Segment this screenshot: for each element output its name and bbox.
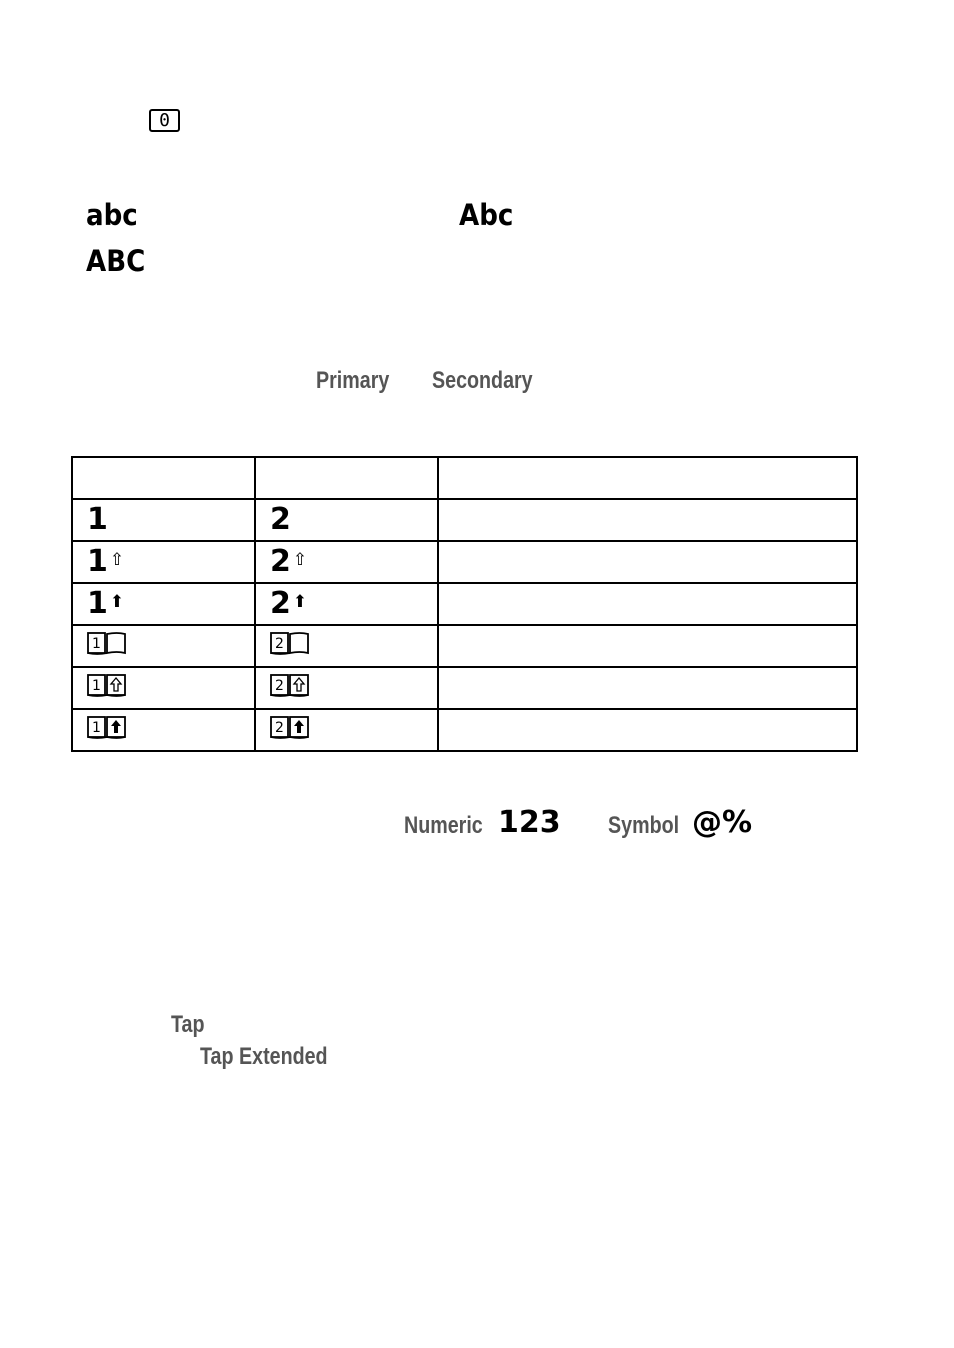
svg-text:2: 2 <box>275 678 284 694</box>
tap-label: Tap <box>171 1011 205 1038</box>
book-1-icon <box>87 631 127 657</box>
mode-uppercase: ABC <box>86 244 146 278</box>
header-cell-description <box>438 457 857 499</box>
table-header-row <box>72 457 857 499</box>
zero-key-label: 0 <box>159 109 170 131</box>
outline-shift-arrow-icon: ⇧ <box>109 549 125 570</box>
header-cell-primary <box>72 457 255 499</box>
book-1-outline-arrow-icon <box>87 673 127 699</box>
book-2-icon <box>270 631 310 657</box>
tap-extended-label: Tap Extended <box>200 1043 328 1070</box>
svg-text:1: 1 <box>92 720 101 736</box>
table-row <box>72 541 857 583</box>
primary-numeral: 1 <box>87 502 108 537</box>
outline-shift-arrow-icon: ⇧ <box>292 549 308 570</box>
table-row <box>72 625 857 667</box>
book-2-outline-arrow-icon <box>270 673 310 699</box>
symbol-label: Symbol <box>608 812 680 839</box>
table-row <box>72 709 857 751</box>
book-2-filled-arrow-icon <box>270 715 310 741</box>
svg-text:2: 2 <box>275 636 284 652</box>
table-row <box>72 667 857 709</box>
primary-numeral: 1 <box>87 586 108 621</box>
language-mode-table <box>71 456 858 752</box>
table-row <box>72 583 857 625</box>
book-1-filled-arrow-icon <box>87 715 127 741</box>
secondary-label: Secondary <box>432 367 533 394</box>
zero-key-icon <box>149 109 180 132</box>
numeric-mode-glyph: 123 <box>498 805 561 840</box>
mode-titlecase: Abc <box>459 198 514 232</box>
table-row <box>72 499 857 541</box>
primary-label: Primary <box>316 367 390 394</box>
filled-shift-arrow-icon: ⬆ <box>109 591 125 612</box>
filled-shift-arrow-icon: ⬆ <box>292 591 308 612</box>
svg-text:1: 1 <box>92 678 101 694</box>
svg-text:2: 2 <box>275 720 284 736</box>
svg-text:1: 1 <box>92 636 101 652</box>
symbol-mode-glyph: @% <box>692 805 753 840</box>
mode-lowercase: abc <box>86 198 138 232</box>
secondary-numeral: 2 <box>270 502 291 537</box>
secondary-numeral: 2 <box>270 586 291 621</box>
primary-numeral: 1 <box>87 544 108 579</box>
header-cell-secondary <box>255 457 438 499</box>
numeric-label: Numeric <box>404 812 483 839</box>
secondary-numeral: 2 <box>270 544 291 579</box>
